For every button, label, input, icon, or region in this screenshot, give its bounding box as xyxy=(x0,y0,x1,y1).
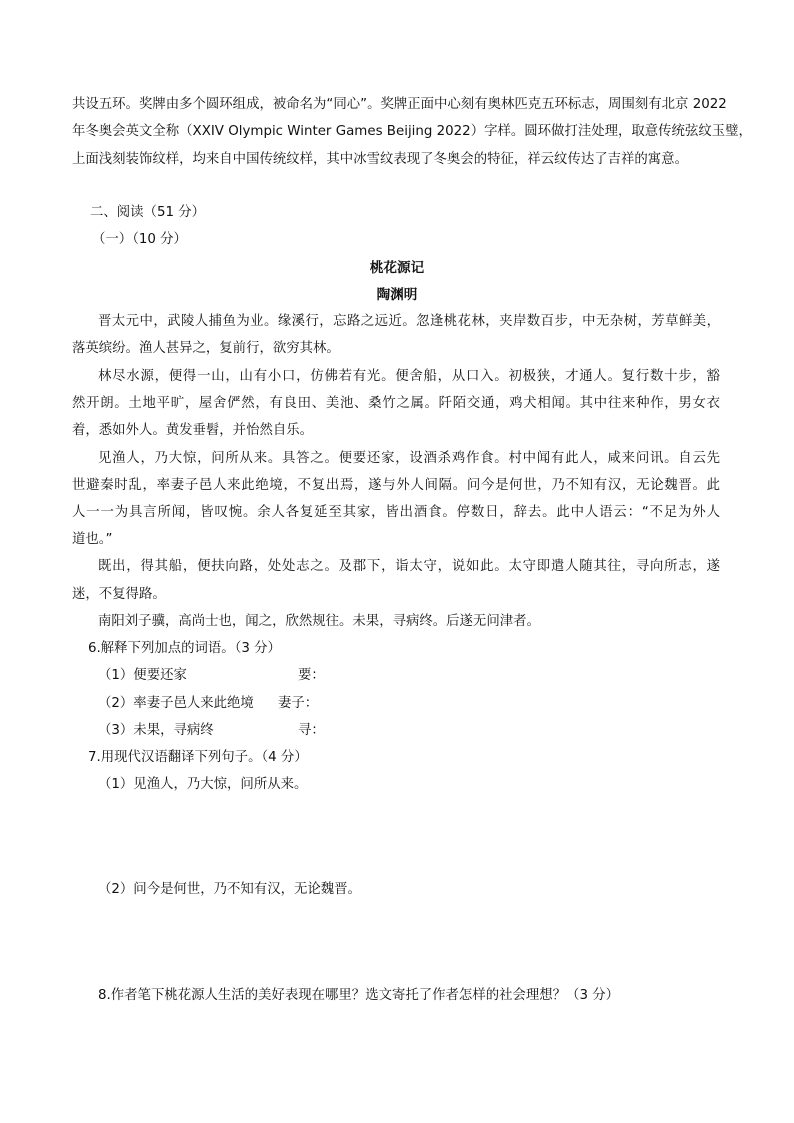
intro-line-1: 共设五环。奖牌由多个圆环组成，被命名为“同心”。奖牌正面中心刻有奥林匹克五环标志，周围刻有北京 2022 xyxy=(72,97,727,112)
question-7: 7.用现代汉语翻译下列句子。（4 分） xyxy=(88,750,308,765)
passage-line-2: 落英缤纷。渔人甚异之，复前行，欲穷其林。 xyxy=(72,341,340,356)
section-heading: 二、阅读（51 分） xyxy=(90,205,206,220)
passage-author: 陶渊明 xyxy=(376,287,418,303)
passage-line-1: 晋太元中，武陵人捕鱼为业。缘溪行，忘路之远近。忽逢桃花林，夹岸数百步，中无杂树，芳草鲜美， xyxy=(98,314,720,329)
passage-line-9: 道也。” xyxy=(72,532,113,547)
question-6-item-2: （2）率妻子邑人来此绝境 xyxy=(98,696,254,711)
question-6-answer-label-3: 寻： xyxy=(298,723,325,738)
question-6-answer-label-1: 要： xyxy=(298,668,325,683)
passage-line-4: 然开朗。土地平旷，屋舍俨然，有良田、美池、桑竹之属。阡陌交通，鸡犬相闻。其中往来种作，男女衣 xyxy=(72,396,720,411)
question-6: 6.解释下列加点的词语。（3 分） xyxy=(88,641,281,656)
passage-line-11: 迷，不复得路。 xyxy=(72,587,166,602)
passage-line-10: 既出，得其船，便扶向路，处处志之。及郡下，诣太守，说如此。太守即遣人随其往，寻向所志，遂 xyxy=(98,559,720,574)
passage-line-5: 着，悉如外人。黄发垂髫，并怡然自乐。 xyxy=(72,423,314,438)
passage-line-3: 林尽水源，便得一山，山有小口，仿佛若有光。便舍船，从口入。初极狭，才通人。复行数十步，豁 xyxy=(98,369,720,384)
passage-line-7: 世避秦时乱，率妻子邑人来此绝境，不复出焉，遂与外人间隔。问今是何世，乃不知有汉，无论魏晋。此 xyxy=(72,478,720,493)
intro-line-2: 年冬奥会英文全称（XXIV Olympic Winter Games Beijing 2022）字样。圆环做打洼处理，取意传统弦纹玉璧， xyxy=(72,124,752,139)
passage-line-12: 南阳刘子骥，高尚士也，闻之，欣然规往。未果，寻病终。后遂无问津者。 xyxy=(98,614,540,629)
question-6-item-3: （3）未果，寻病终 xyxy=(98,723,214,738)
question-6-answer-label-2: 妻子： xyxy=(278,696,319,711)
passage-line-8: 人一一为具言所闻，皆叹惋。余人各复延至其家，皆出酒食。停数日，辞去。此中人语云：“不足为外人 xyxy=(72,505,720,520)
question-7-item-2: （2）问今是何世，乃不知有汉，无论魏晋。 xyxy=(98,882,361,897)
question-8: 8.作者笔下桃花源人生活的美好表现在哪里？选文寄托了作者怎样的社会理想？（3 分） xyxy=(98,988,620,1003)
section-sub-heading: （一）（10 分） xyxy=(92,232,187,247)
intro-line-3: 上面浅刻装饰纹样，均来自中国传统纹样，其中冰雪纹表现了冬奥会的特征，祥云纹传达了吉祥的寓意。 xyxy=(72,152,688,167)
question-6-item-1: （1）便要还家 xyxy=(98,668,187,683)
passage-line-6: 见渔人，乃大惊，问所从来。具答之。便要还家，设酒杀鸡作食。村中闻有此人，咸来问讯。自云先 xyxy=(98,451,720,466)
question-7-item-1: （1）见渔人，乃大惊，问所从来。 xyxy=(98,777,308,792)
passage-title: 桃花源记 xyxy=(369,260,425,276)
